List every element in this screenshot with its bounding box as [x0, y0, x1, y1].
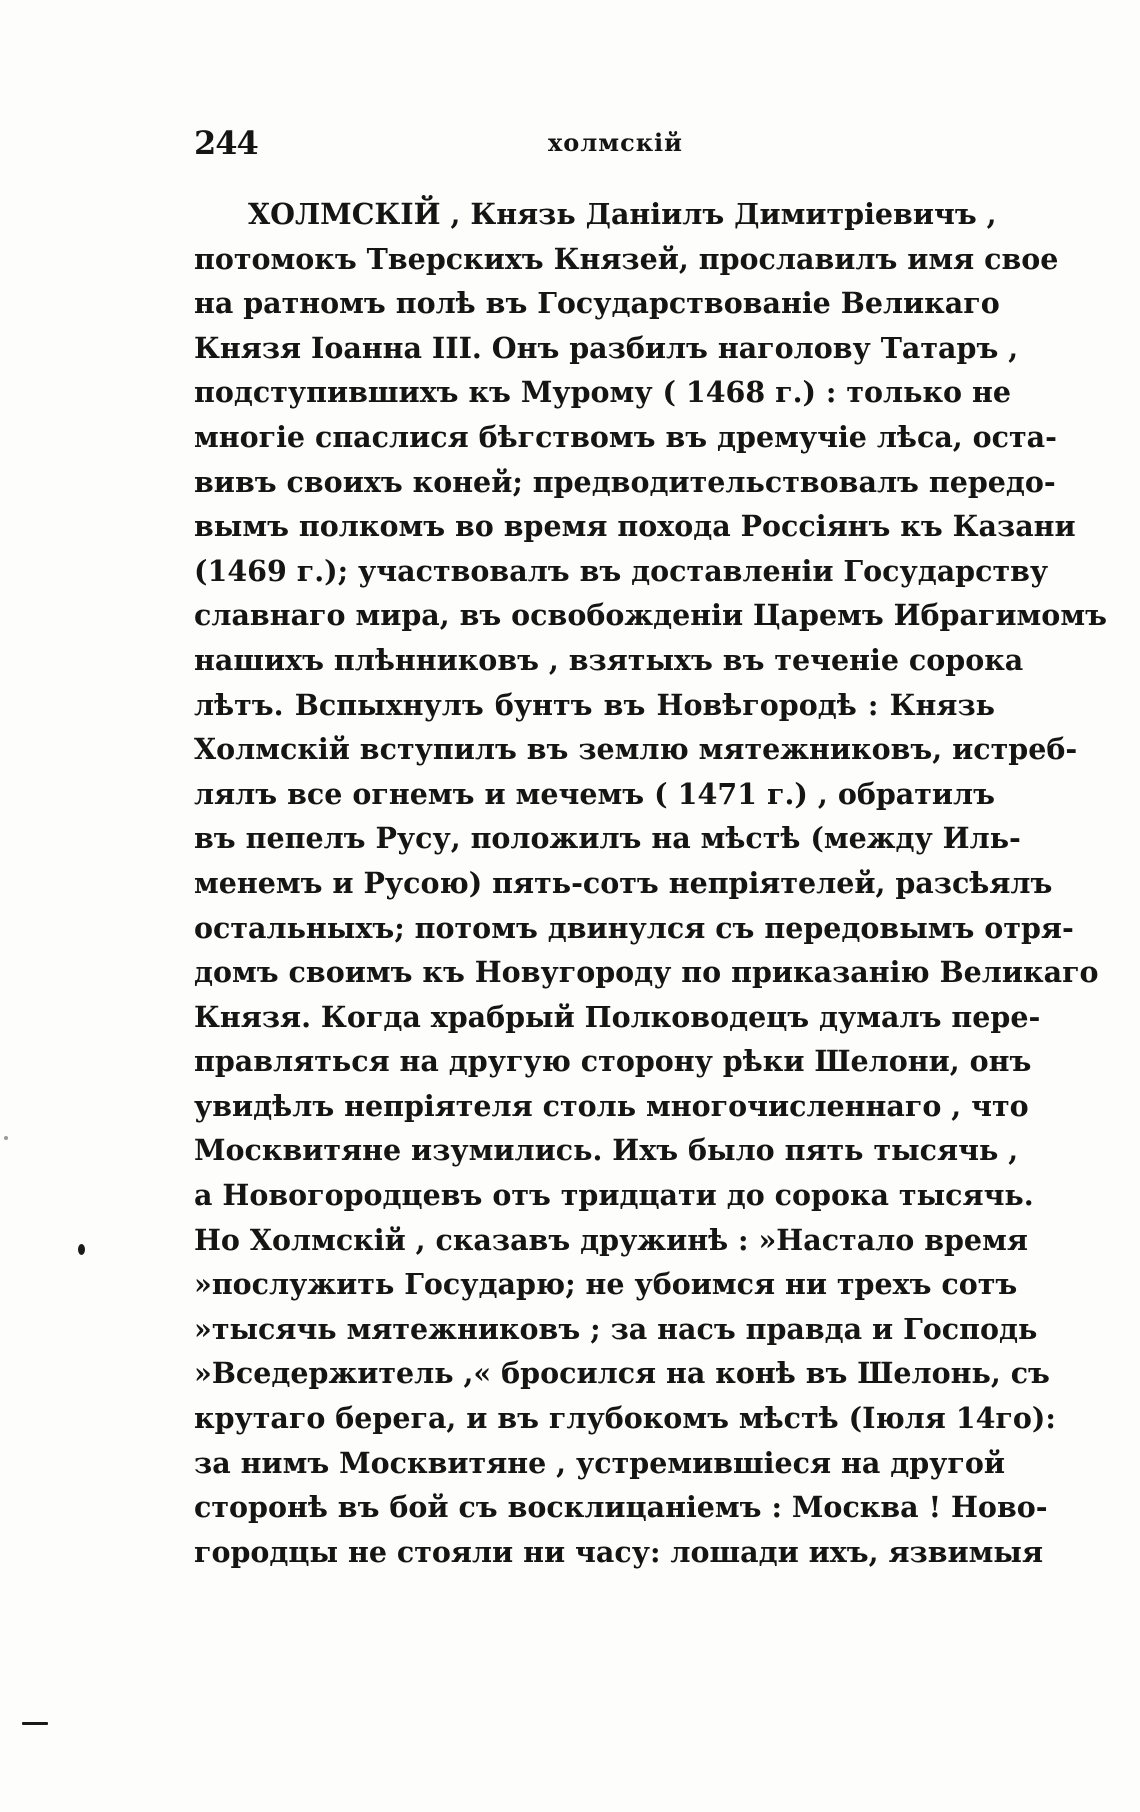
text-line: правляться на другую сторону рѣки Шелони, онъ — [194, 1044, 1032, 1079]
margin-speck — [4, 1136, 8, 1140]
text-line: сторонѣ въ бой съ восклицаніемъ : Москва ! Ново- — [194, 1490, 1048, 1525]
article-body — [194, 192, 1107, 1574]
text-line: вымъ полкомъ во время похода Россіянъ къ Казани — [194, 509, 1076, 544]
text-line: Москвитяне изумились. Ихъ было пять тысячь , — [194, 1133, 1019, 1168]
text-line: нашихъ плѣнниковъ , взятыхъ въ теченіе сорока — [194, 642, 1024, 677]
text-line: крутаго берега, и въ глубокомъ мѣстѣ (Іюля 14го): — [194, 1401, 1056, 1436]
text-line: подступившихъ къ Мурому ( 1468 г.) : только не — [194, 375, 1011, 410]
text-line: Князя. Когда храбрый Полководецъ думалъ пере- — [194, 999, 1041, 1034]
text-line: Князя Іоанна III. Онъ разбилъ наголову Татаръ , — [194, 330, 1019, 365]
text-line: городцы не стояли ни часу: лошади ихъ, язвимыя — [194, 1534, 1044, 1569]
text-line: (1469 г.); участвовалъ въ доставленіи Государству — [194, 553, 1049, 588]
text-line: менемъ и Русою) пять-сотъ непріятелей, разсѣялъ — [194, 865, 1053, 900]
text-line: вивъ своихъ коней; предводительствовалъ передо- — [194, 464, 1056, 499]
running-head: холмскій — [548, 128, 683, 157]
text-line: а Новогородцевъ отъ тридцати до сорока тысячь. — [194, 1178, 1034, 1213]
text-line: лѣтъ. Вспыхнулъ бунтъ въ Новѣгородѣ : Князь — [194, 687, 995, 722]
text-line: за нимъ Москвитяне , устремившіеся на другой — [194, 1445, 1005, 1480]
text-line: Но Холмскій , сказавъ дружинѣ : »Настало время — [194, 1222, 1028, 1257]
page-number: 244 — [194, 124, 258, 162]
text-line: »тысячь мятежниковъ ; за насъ правда и Господь — [194, 1311, 1038, 1346]
text-line: въ пепелъ Русу, положилъ на мѣстѣ (между Иль- — [194, 821, 1021, 856]
text-line: увидѣлъ непріятеля столь многочисленнаго , что — [194, 1088, 1029, 1123]
text-line: домъ своимъ къ Новугороду по приказанію Великаго — [194, 955, 1099, 990]
text-line: лялъ все огнемъ и мечемъ ( 1471 г.) , обратилъ — [194, 776, 995, 811]
page-header — [194, 124, 995, 174]
text-line: »Вседержитель ,« бросился на конѣ въ Шелонь, съ — [194, 1356, 1050, 1391]
margin-ink-dot — [78, 1244, 85, 1255]
text-line: ХОЛМСКІЙ , Князь Даніилъ Димитріевичъ , — [248, 197, 997, 231]
text-line: славнаго мира, въ освобожденіи Царемъ Ибрагимомъ — [194, 598, 1107, 633]
text-line: потомокъ Тверскихъ Князей, прославилъ имя свое — [194, 241, 1059, 276]
text-line: многіе спаслися бѣгствомъ въ дремучіе лѣса, оста- — [194, 419, 1057, 454]
text-line: остальныхъ; потомъ двинулся съ передовымъ отря- — [194, 910, 1074, 945]
text-line: »послужить Государю; не убоимся ни трехъ сотъ — [194, 1267, 1018, 1302]
margin-ink-dash — [22, 1722, 48, 1725]
text-line: на ратномъ полѣ въ Государствованіе Великаго — [194, 286, 1000, 321]
text-line: Холмскій вступилъ въ землю мятежниковъ, истреб- — [194, 732, 1078, 767]
